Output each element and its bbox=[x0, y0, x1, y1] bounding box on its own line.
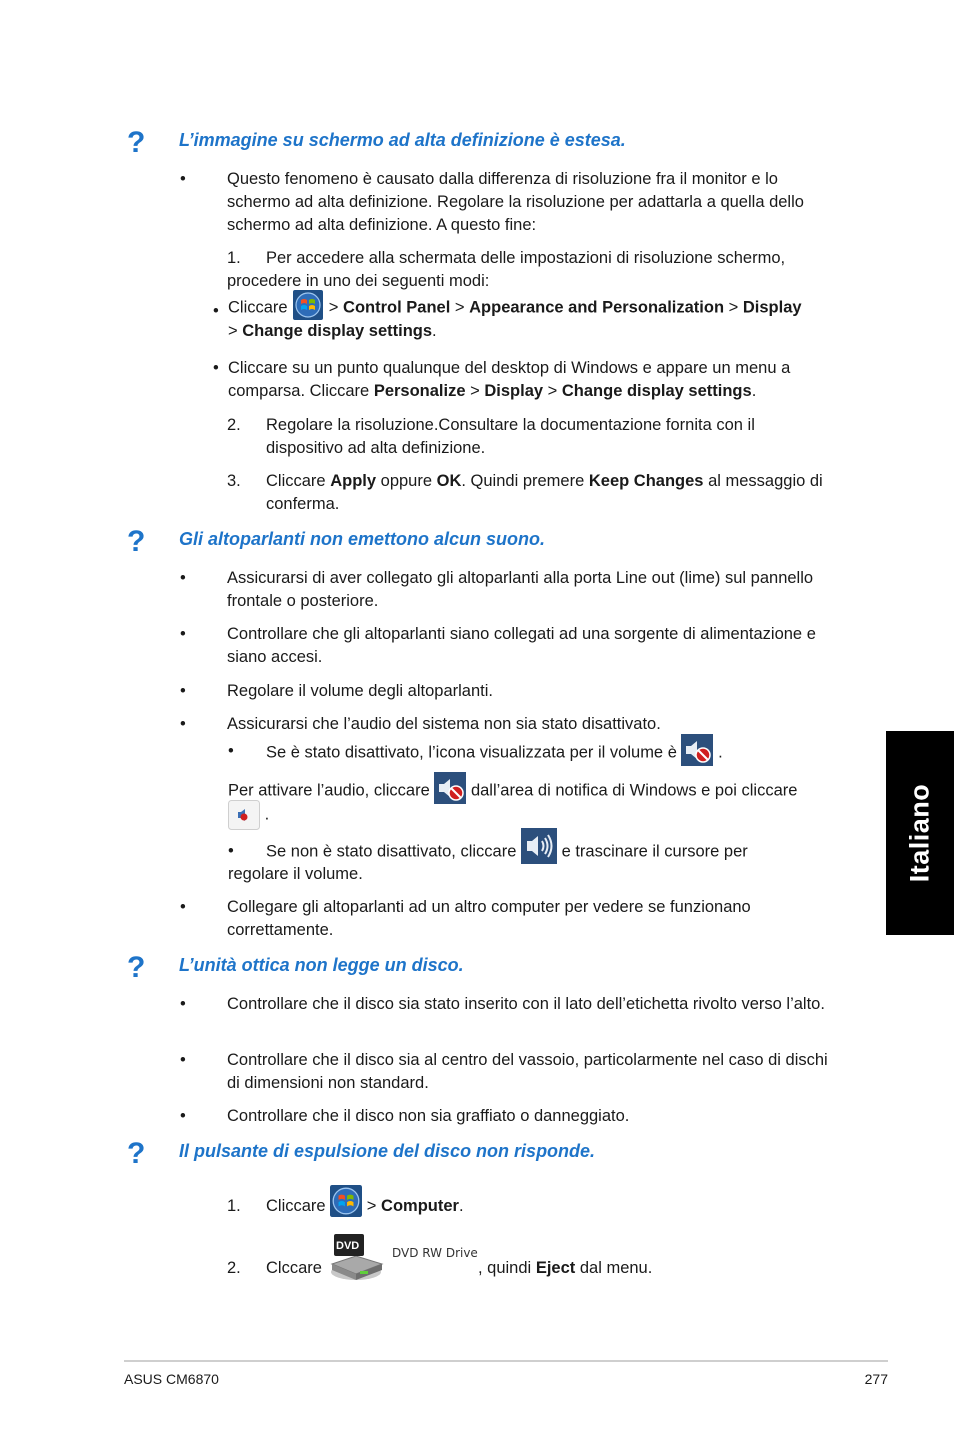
unmute-instruction: Per attivare l’audio, cliccare dall’area di notifica di Windows e poi cliccare bbox=[228, 778, 838, 804]
language-side-tab bbox=[886, 731, 954, 935]
step-number: 1. bbox=[227, 1197, 241, 1215]
paragraph: regolare il volume. bbox=[228, 865, 363, 883]
step-text: Cliccare > Computer. bbox=[266, 1195, 464, 1218]
bullet: • bbox=[180, 1051, 186, 1069]
volume-adjust-note: Se non è stato disattivato, cliccare e trascinare il cursore per bbox=[266, 840, 826, 864]
bullet: • bbox=[180, 170, 186, 188]
paragraph: Assicurarsi di aver collegato gli altoparlanti alla porta Line out (lime) sul pannello frontale o posteriore. bbox=[227, 569, 814, 610]
step-text: Regolare la risoluzione.Consultare la documentazione fornita con il dispositivo ad alta definizione. bbox=[266, 416, 755, 457]
step-text-clccare: Clccare bbox=[266, 1259, 322, 1277]
step-number: 1. bbox=[227, 249, 241, 267]
bullet: • bbox=[180, 995, 186, 1013]
step-text-eject: , quindi Eject dal menu. bbox=[478, 1259, 653, 1277]
bullet: • bbox=[180, 682, 186, 700]
step-text: Cliccare Apply oppure OK. Quindi premere Keep Changes al messaggio di conferma. bbox=[266, 472, 823, 513]
step-number: 2. bbox=[227, 1259, 241, 1277]
bullet: • bbox=[180, 1107, 186, 1125]
bullet: • bbox=[213, 359, 219, 377]
instruction-control-panel: Cliccare > Control Panel > Appearance and Personalization > Display > Change display settings. bbox=[228, 296, 838, 343]
paragraph: Controllare che il disco sia stato inserito con il lato dell’etichetta rivolto verso l’alto. bbox=[227, 995, 825, 1013]
question-icon: ? bbox=[127, 525, 146, 558]
step-number: 3. bbox=[227, 472, 241, 490]
speaker-volume-icon[interactable] bbox=[521, 828, 557, 864]
bullet: • bbox=[228, 842, 234, 860]
dvd-rw-drive-icon[interactable] bbox=[330, 1228, 478, 1284]
page-number: 277 bbox=[864, 1371, 888, 1387]
paragraph: Assicurarsi che l’audio del sistema non sia stato disattivato. bbox=[227, 715, 661, 733]
footer-divider bbox=[124, 1360, 888, 1362]
muted-volume-note: Se è stato disattivato, l’icona visualizzata per il volume è . bbox=[266, 740, 826, 766]
bullet: • bbox=[180, 569, 186, 587]
bullet: • bbox=[180, 625, 186, 643]
footer-model: ASUS CM6870 bbox=[124, 1371, 219, 1387]
step-number: 2. bbox=[227, 416, 241, 434]
question-icon: ? bbox=[127, 126, 146, 159]
unmute-button-icon[interactable] bbox=[228, 800, 260, 830]
bullet: • bbox=[180, 898, 186, 916]
instruction-personalize: Cliccare su un punto qualunque del desktop di Windows e appare un menu a comparsa. Cliccare Personalize > Display > Change display settings. bbox=[228, 359, 791, 400]
question-icon: ? bbox=[127, 1137, 146, 1170]
speaker-muted-icon bbox=[681, 734, 713, 766]
section-heading-optical-drive: L’unità ottica non legge un disco. bbox=[179, 955, 464, 975]
windows-start-icon[interactable] bbox=[293, 290, 323, 320]
dvd-drive-label: DVD RW Drive bbox=[392, 1246, 478, 1260]
bullet: • bbox=[213, 302, 219, 320]
bullet: • bbox=[180, 715, 186, 733]
dvd-drive-glyph-icon bbox=[330, 1228, 386, 1284]
unmute-button-line: . bbox=[228, 800, 269, 830]
section-heading-eject-button: Il pulsante di espulsione del disco non risponde. bbox=[179, 1141, 596, 1161]
question-icon: ? bbox=[127, 951, 146, 984]
paragraph: Controllare che il disco non sia graffiato o danneggiato. bbox=[227, 1107, 630, 1125]
section-heading-speakers: Gli altoparlanti non emettono alcun suono. bbox=[179, 529, 546, 549]
dvd-badge: DVD bbox=[336, 1240, 360, 1252]
speaker-muted-icon[interactable] bbox=[434, 772, 466, 804]
side-tab-label: Italiano bbox=[904, 783, 935, 883]
paragraph: Questo fenomeno è causato dalla differenza di risoluzione fra il monitor e lo schermo ad alta definizione. Regolare la risoluzione per adattarla a quella dello schermo ad alta definizione. A questo fine: bbox=[227, 170, 804, 234]
paragraph: Controllare che gli altoparlanti siano collegati ad una sorgente di alimentazione e siano accesi. bbox=[227, 625, 816, 666]
paragraph: Collegare gli altoparlanti ad un altro computer per vedere se funzionano correttamente. bbox=[227, 898, 751, 939]
bullet: • bbox=[228, 742, 234, 760]
paragraph: Regolare il volume degli altoparlanti. bbox=[227, 682, 493, 700]
section-heading-hd-display: L’immagine su schermo ad alta definizione è estesa. bbox=[179, 130, 626, 150]
windows-start-icon[interactable] bbox=[330, 1185, 362, 1217]
step-text: Per accedere alla schermata delle impostazioni di risoluzione schermo, procedere in uno dei seguenti modi: bbox=[227, 249, 786, 290]
paragraph: Controllare che il disco sia al centro del vassoio, particolarmente nel caso di dischi di dimensioni non standard. bbox=[227, 1051, 828, 1092]
